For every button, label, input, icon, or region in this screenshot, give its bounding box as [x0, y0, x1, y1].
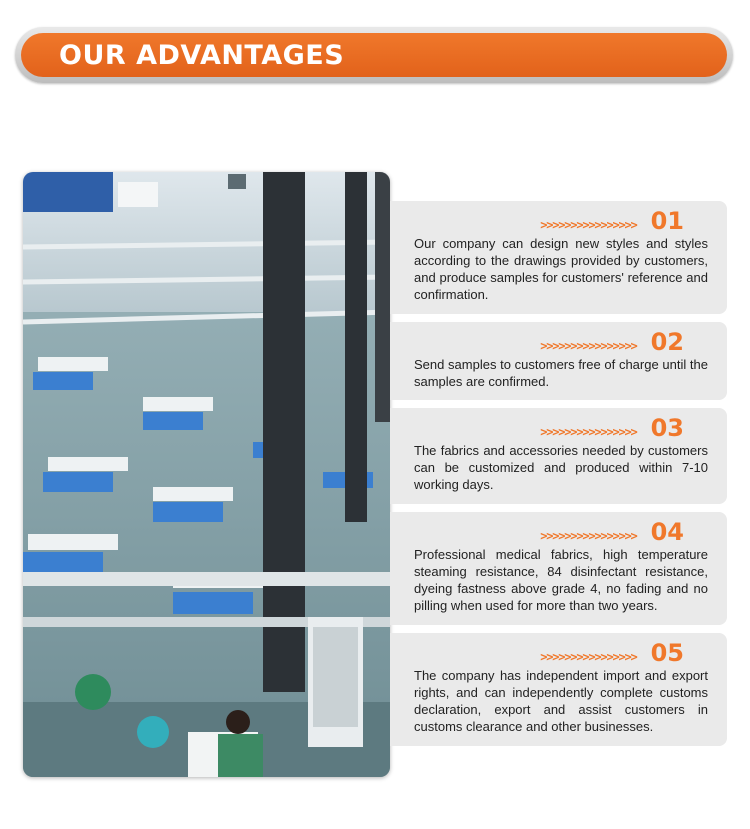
card-header — [414, 520, 708, 548]
card-header — [414, 330, 708, 358]
card-header — [414, 416, 708, 444]
card-text: Our company can design new styles and styles according to the drawings provided by customers, and produce samples for customers' reference and confirmation. — [414, 236, 708, 302]
factory-photo — [23, 172, 390, 777]
card-number: 02 — [650, 328, 684, 356]
card-number: 01 — [650, 207, 684, 235]
card-header — [414, 641, 708, 669]
advantage-card-02 — [390, 322, 727, 400]
card-text: The company has independent import and export rights, and can independently complete customs declaration, export and assist customers in customs clearance and other businesses. — [414, 668, 708, 734]
header-banner — [15, 27, 733, 83]
factory-image — [23, 172, 390, 777]
card-text: Send samples to customers free of charge until the samples are confirmed. — [414, 357, 708, 389]
card-header — [414, 209, 708, 237]
card-number: 04 — [650, 518, 684, 546]
card-number: 05 — [650, 639, 684, 667]
header-banner-inner — [21, 33, 727, 77]
advantage-card-03 — [390, 408, 727, 504]
card-number: 03 — [650, 414, 684, 442]
advantage-card-05 — [390, 633, 727, 746]
arrows-decoration: >>>>>>>>>>>>>>>> — [540, 529, 637, 543]
arrows-decoration: >>>>>>>>>>>>>>>> — [540, 425, 637, 439]
advantage-card-04 — [390, 512, 727, 625]
card-text: The fabrics and accessories needed by customers can be customized and produced within 7-10 working days. — [414, 443, 708, 492]
arrows-decoration: >>>>>>>>>>>>>>>> — [540, 650, 637, 664]
advantage-card-01 — [390, 201, 727, 314]
page-title: OUR ADVANTAGES — [59, 39, 345, 71]
arrows-decoration: >>>>>>>>>>>>>>>> — [540, 218, 637, 232]
arrows-decoration: >>>>>>>>>>>>>>>> — [540, 339, 637, 353]
card-text: Professional medical fabrics, high temperature steaming resistance, 84 disinfectant resistance, dyeing fastness above grade 4, no fading and no pilling when used for more than two years. — [414, 547, 708, 613]
